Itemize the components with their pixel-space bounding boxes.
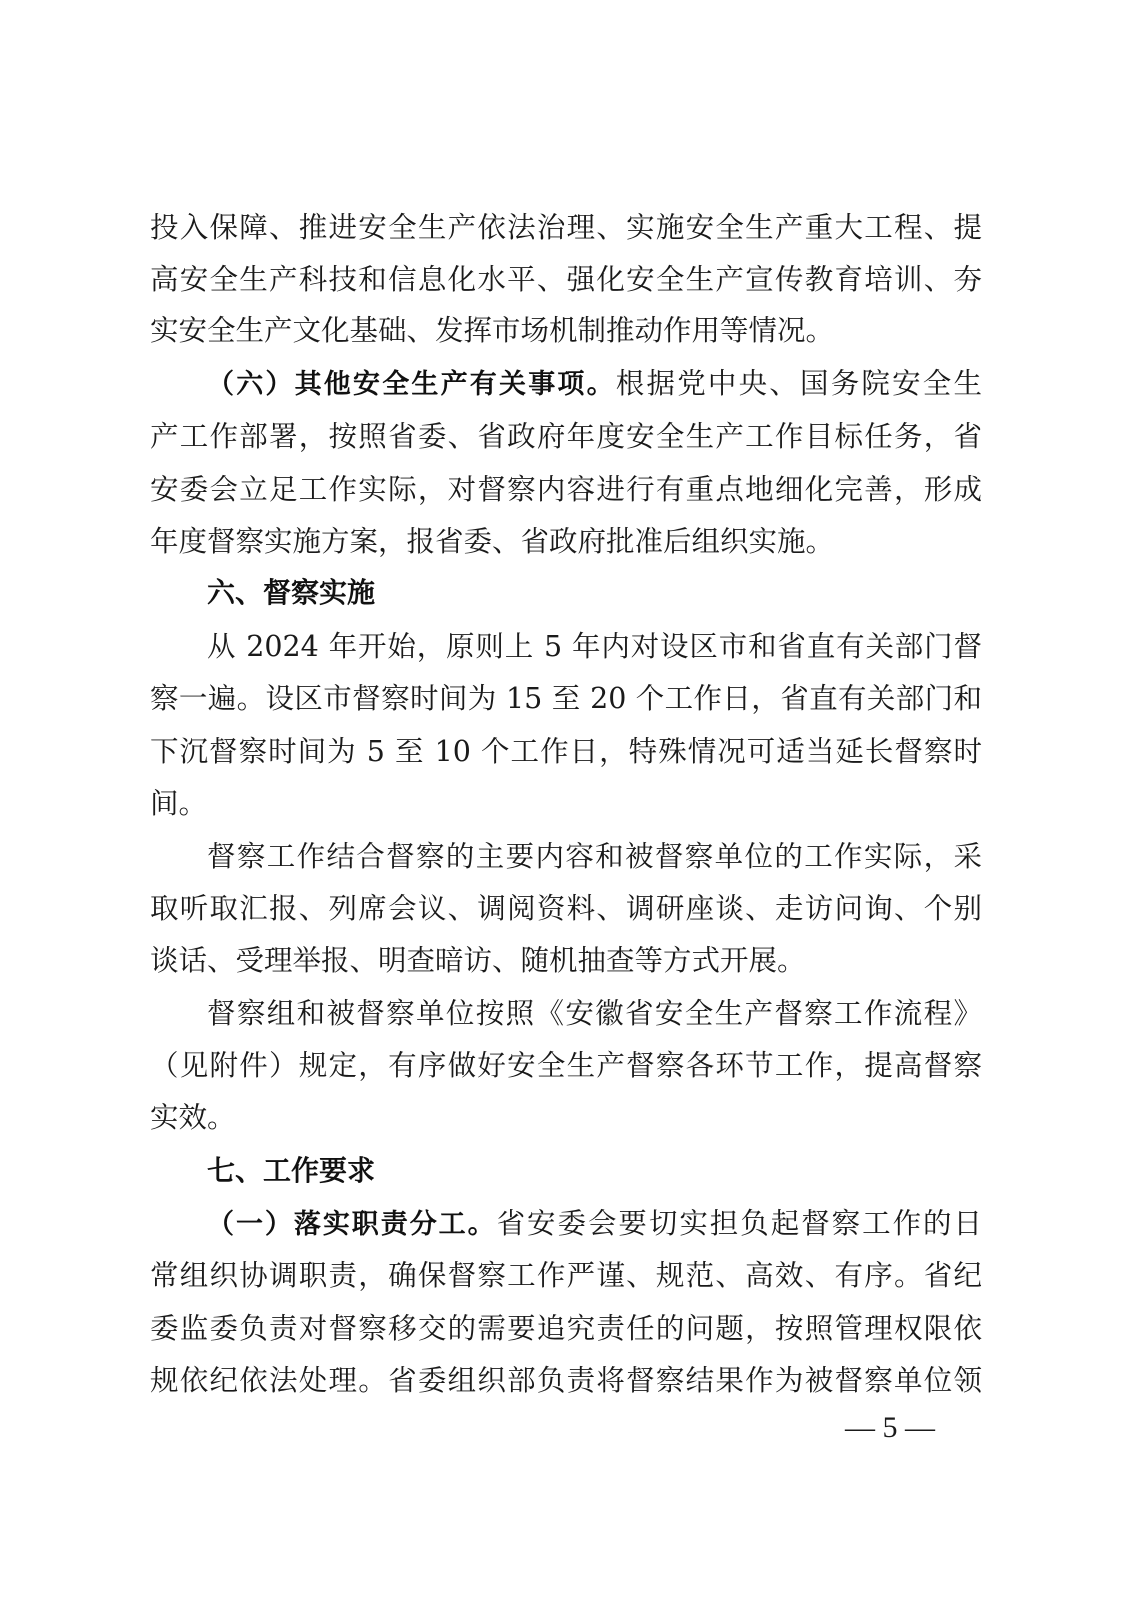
paragraph-line: 取听取汇报、列席会议、调阅资料、调研座谈、走访问询、个别 (150, 892, 982, 925)
paragraph-line: 规依纪依法处理。省委组织部负责将督察结果作为被督察单位领 (150, 1364, 982, 1397)
paragraph-line: 间。 (150, 787, 208, 820)
paragraph-line: 实效。 (150, 1101, 236, 1134)
paragraph-line: 实安全生产文化基础、发挥市场机制推动作用等情况。 (150, 314, 835, 347)
paragraph-text: 省安委会要切实担负起督察工作的日 (496, 1207, 982, 1240)
paragraph-line: 产工作部署，按照省委、省政府年度安全生产工作目标任务，省 (150, 420, 982, 453)
paragraph-first-line: 督察工作结合督察的主要内容和被督察单位的工作实际，采 (207, 840, 982, 873)
paragraph-line: （见附件）规定，有序做好安全生产督察各环节工作，提高督察 (150, 1049, 982, 1082)
paragraph-first-line: 从 2024 年开始，原则上 5 年内对设区市和省直有关部门督 (207, 630, 982, 663)
paragraph-first-line (207, 358, 982, 410)
paragraph-line: 高安全生产科技和信息化水平、强化安全生产宣传教育培训、夯 (150, 263, 982, 296)
paragraph-text: 根据党中央、国务院安全生 (615, 367, 982, 400)
paragraph-line: 投入保障、推进安全生产依法治理、实施安全生产重大工程、提 (150, 211, 982, 244)
paragraph-first-line: 督察组和被督察单位按照《安徽省安全生产督察工作流程》 (207, 997, 982, 1030)
section-heading-supervision-implementation: 六、督察实施 (207, 576, 376, 609)
paragraph-line: 常组织协调职责，确保督察工作严谨、规范、高效、有序。省纪 (150, 1259, 982, 1292)
paragraph-line: 委监委负责对督察移交的需要追究责任的问题，按照管理权限依 (150, 1312, 982, 1345)
paragraph-first-line (207, 1198, 982, 1250)
section-lead-other-matters: （六）其他安全生产有关事项。 (207, 369, 616, 400)
paragraph-line: 下沉督察时间为 5 至 10 个工作日，特殊情况可适当延长督察时 (150, 735, 982, 768)
paragraph-line: 谈话、受理举报、明查暗访、随机抽查等方式开展。 (150, 944, 806, 977)
paragraph-line: 安委会立足工作实际，对督察内容进行有重点地细化完善，形成 (150, 473, 982, 506)
page-number: — 5 — (845, 1411, 935, 1444)
section-lead-responsibility-division: （一）落实职责分工。 (207, 1209, 497, 1240)
paragraph-line: 年度督察实施方案，报省委、省政府批准后组织实施。 (150, 525, 835, 558)
section-heading-work-requirements: 七、工作要求 (207, 1154, 376, 1187)
paragraph-line: 察一遍。设区市督察时间为 15 至 20 个工作日，省直有关部门和 (150, 682, 982, 715)
